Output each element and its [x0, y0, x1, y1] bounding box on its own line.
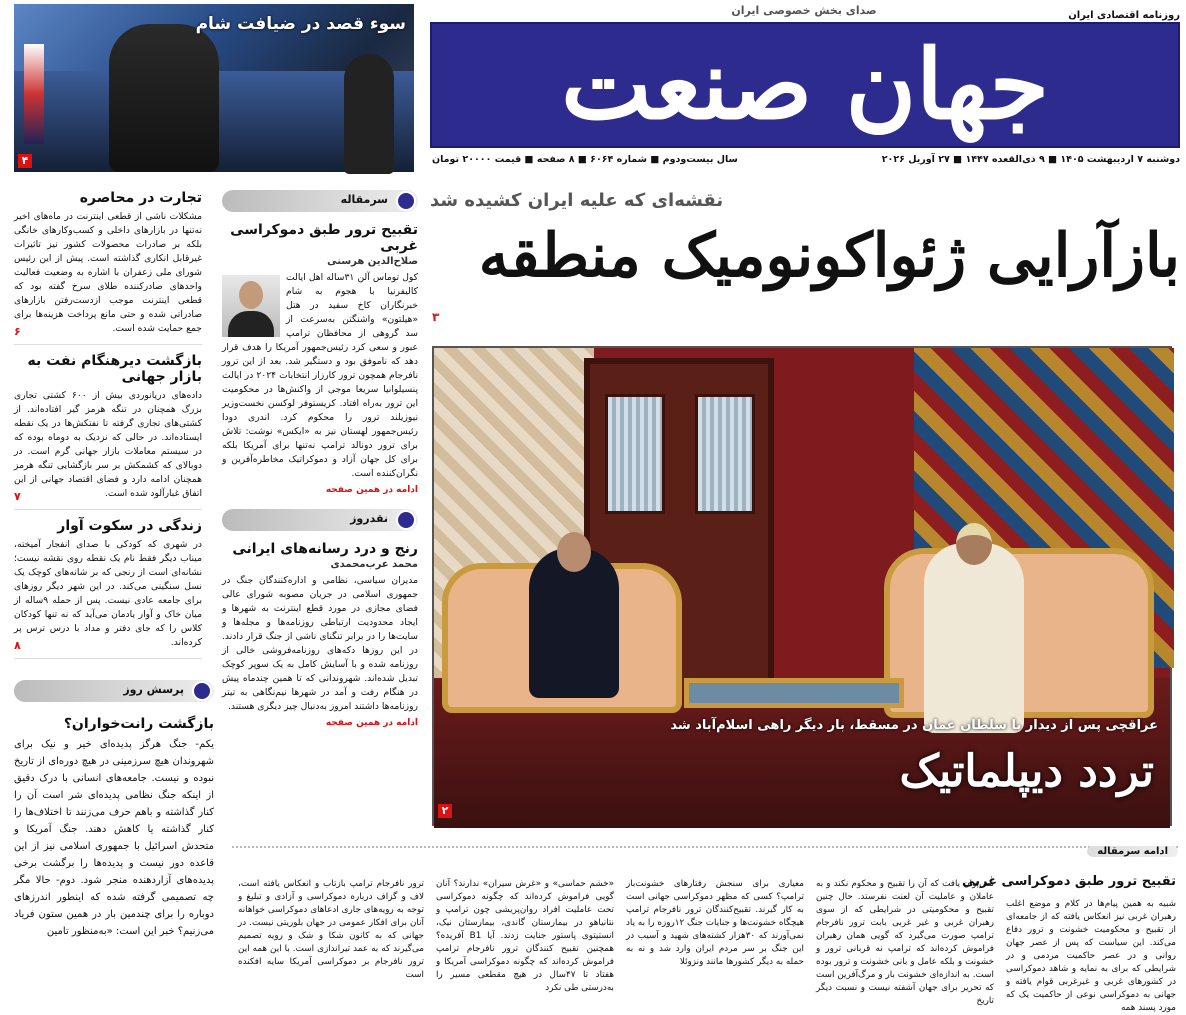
section-icon	[396, 510, 416, 530]
coffee-table	[684, 678, 904, 708]
continuation-column: نمی‌توان یافت که آن را تقبیح و محکوم نکند و به عاملان و عاملیت آن لعنت نفرستد. حال چنین تقبیح و محکومیتی در شرایطی که از سوی رهبران غربی و غیر غربی بابت ترور نافرجام ترامپ صورت می‌گیرد که گویی همان رهبران فراموش کرده‌اند که ترامپ نه قربانی ترور و خشونت و بلکه عامل و بانی خشونت و ترور بوده است. به اندازه‌ای خشونت بار و مرگ‌آفرین است که تحریر برای جهان آشفته نیست و نسبت دیگر تاریخ	[816, 879, 994, 1006]
soldier-figure	[109, 24, 219, 172]
question-body: یکم- جنگ هرگز پدیده‌ای خیر و نیک برای شهروندان هیچ سرزمینی در هیچ دوره‌ای از تاریخ نبوده و نیست. جامعه‌های انسانی با درک دقیق از اینکه جنگ نظامی پدیده‌ای شر است آن را کنار گذاشته و باهم حرف می‌زنند تا اختلاف‌ها را کنار گذاشته یا کاهش دهند. جنگ آمریکا و متحدش اسرائیل با جمهوری اسلامی نیز از این قاعده دور نیست و پدیده‌ها را برگشت برخی پدیده‌های آزاردهنده منجر شود. دوم- حالا مگر چه تصمیمی گرفته شده که اینطور اندرزهای دوباره را برای چندمین بار در همین ستون فریاد می‌زنیم؟ خبر این است: «به‌منظور تامین	[14, 739, 214, 937]
critique-body: مدیران سیاسی، نظامی و اداره‌کنندگان جنگ در جمهوری اسلامی در جریان مصوبه شورای عالی فضای مجازی در مورد قطع اینترنت به شهرها و ایجاد محدودیت ارتباطی روزنامه‌ها و مجله‌ها و سایت‌ها را در برابر تنگنای ناشی از جنگ قرار دادند. در این روزها دکه‌های روزنامه‌فروشی خالی از روزنامه شده و با آسایش کامل به یک سوپر کوچک تبدیل شده‌اند. شهروندانی که تا همین چندماه پیش در هنگام رفت و آمد در شهرها نیم‌نگاهی به تیتر روزنامه‌ها داشتند امروز به‌دنبال چیز دیگری هستند.	[222, 575, 418, 712]
continue-link[interactable]: ادامه در همین صفحه	[325, 485, 418, 495]
opinion-column	[222, 190, 418, 728]
page-number: ۷	[14, 490, 21, 503]
section-icon	[396, 191, 416, 211]
section-label: سرمقاله	[340, 193, 388, 206]
question-of-day	[14, 680, 214, 940]
editorial-author: صلاح‌الدین هرسنی	[327, 256, 418, 267]
continuation-column: شبیه به همین پیام‌ها در کلام و موضع اغلب رهبران غربی نیز انعکاس یافته که از جامعه‌ای از تقبیح و محکومیت خشونت و ترور دفاع می‌کند. این سیاست که پس از عصر جهان روانی و در عصر حاکمیت مردمی و در شرایطی که برای به نمایه و شاهد دموکراسی در کشورهای غربی و غیرغربی قوام یافته و جهانی به دموکراسی نوعی از حاکمیت یک که مورد پسند همه	[1006, 899, 1176, 1013]
portrait-suit	[228, 311, 274, 337]
door-window	[605, 394, 665, 514]
section-label: نقدروز	[350, 512, 388, 525]
soldier-figure	[344, 54, 394, 174]
paper-type: روزنامه اقتصادی ایران	[1068, 10, 1180, 21]
continuation-column: ترور نافرجام ترامپ بازتاب و انعکاس یافته است، لاف و گزاف درباره دموکراسی و آزادی و تبلیغ و توجه به رویه‌های جاری ادعاهای دموکراسی خواهانه آنان برای افکار عمومی در جهان بلوریتی نیست. در جهانی که به کانون شکا و شک و رویه تصمیم می‌گیرند که به عمد تیراندازی است. با این همه این ترور نافرجام بر دموکراسی آمریکا سایه افکنده است	[238, 879, 424, 980]
editorial-title[interactable]: تقبیح ترور طبق دموکراسی غربی	[230, 222, 418, 254]
brief-title[interactable]: بازگشت دیرهنگام نفت به بازار جهانی	[27, 353, 202, 385]
continue-link[interactable]: ادامه در همین صفحه	[325, 718, 418, 728]
person-head	[557, 532, 591, 572]
portrait-face	[239, 281, 263, 309]
continuation-label: ادامه سرمقاله	[1087, 846, 1178, 857]
section-icon	[192, 681, 212, 701]
section-ribbon	[222, 190, 418, 212]
brief-body: مشکلات ناشی از قطعی اینترنت در ماه‌های اخیر نه‌تنها در بازارهای داخلی و کسب‌وکارهای خانگی بلکه بر صادرات محصولات کشور نیز تاثیرات غیرقابل انکاری گذاشته است. پیش از این رئیس شورای ملی زعفران با اشاره به وضعیت فعالیت واحدهای صادرکننده طلای سرخ گفته بود که قطعی اینترنت موجب ازدست‌رفتن بازارهای صادراتی شده و حتی مانع پرداخت هزینه‌ها برای جمع حمایت شده است.	[14, 211, 202, 334]
slogan: صدای بخش خصوصی ایران	[731, 4, 877, 17]
news-brief[interactable]	[14, 518, 202, 659]
page-number: ۳	[432, 310, 440, 324]
continuation-column: معیاری برای سنجش رفتارهای خشونت‌بار ترامپ؟ کسی که مظهر دموکراسی جهانی است به کار گیرند. تقبیح‌کنندگان ترور نافرجام ترامپ هیچگاه خشونت‌ها و جنایات جنگ ۱۲روزه را به یاد نمی‌آورند که ۳۰هزار کشته‌های شهید و آسیب در این جنگ بر سر مردم ایران وارد شد و نه به حمله به دیگر کشورها مانند ونزوئلا	[626, 879, 805, 967]
top-photo[interactable]	[14, 4, 414, 172]
logo-text: جهان صنعت	[561, 28, 1049, 141]
main-headline[interactable]: بازآرایی ژئواکونومیک منطقه	[478, 221, 1180, 291]
main-photo[interactable]	[432, 346, 1172, 826]
continuation-title[interactable]: تقبیح ترور طبق دموکراسی غربی	[961, 874, 1176, 889]
brief-title[interactable]: زندگی در سکوت آوار	[57, 518, 202, 534]
page-number-badge: ۴	[18, 154, 32, 168]
question-title[interactable]: بازگشت رانت‌خواران؟	[63, 716, 214, 732]
issue-text: سال بیست‌ودوم ■ شماره ۶۰۶۴ ■ ۸ صفحه ■ قیمت ۲۰۰۰۰ تومان	[432, 154, 738, 165]
photo-title[interactable]: تردد دیپلماتیک	[899, 746, 1154, 797]
dateline	[432, 154, 1180, 168]
editorial-body: کول توماس آلن ۳۱ساله اهل ایالت کالیفرنیا با هجوم به شام خبرنگاران کاخ سفید در هتل «هیلتون» واشنگتن به‌سرعت از سد گروهی از محافظان ترامپ عبور و سعی کرد رئیس‌جمهور آمریکا را هدف قرار دهد که ناموفق بود و دستگیر شد. بعد از این ترور نافرجام همچون ترور کارزار انتخابات ۲۰۲۴ در ایالت پنسیلوانیا سریعا موجی از واکنش‌ها در محکومیت این ترور به‌راه افتاد. کریستوفر لوکسن نخست‌وزیر نیوزیلند ترور را محکوم کرد. اندری دودا رئیس‌جمهور لهستان نیز به «ایکس» نوشت: تلاش برای ترور دونالد ترامپ نه‌تنها برای آمریکا بلکه برای کل جهان آزاد و دموکراتیک مخاطره‌آفرین و نگران‌کننده است.	[222, 272, 418, 479]
news-brief-column	[14, 190, 202, 667]
door-window	[695, 394, 755, 514]
photo-caption: عراقچی پس از دیدار با سلطان عمان در مسقط، بار دیگر راهی اسلام‌آباد شد	[670, 718, 1158, 733]
section-label: پرسش روز	[123, 683, 184, 696]
section-ribbon	[14, 680, 214, 702]
page-number: ۶	[14, 325, 21, 338]
continuation-bar	[232, 846, 1178, 862]
brief-title[interactable]: تجارت در محاصره	[79, 190, 202, 206]
critique-title[interactable]: رنج و درد رسانه‌های ایرانی	[232, 541, 418, 557]
author-portrait	[222, 275, 280, 337]
brief-body: داده‌های دریانوردی بیش از ۶۰۰ کشتی تجاری بزرگ همچنان در تنگه هرمز گیر افتاده‌اند. از کشتی‌های تجاری گرفته تا نفتکش‌ها در یک نقطه ایستاده‌اند. در حالی که نزدیک به دوماه بوده که در سیستم معاملات بازار جهانی گرم است. در دوبالای که کشمکش بر سر بازگشایی تنگه هرمز همچنان ادامه دارد و فضای اقتصاد جهانی از این اتفاق غبارآلود شده است.	[14, 390, 202, 499]
continuation-column: «خشم حماسی» و «غرش سیران» ندارند؟ آنان گویی فراموش کرده‌اند که چگونه دموکراسی تحت عاملیت افراد روان‌پریشی چون ترامپ و نتانیاهو در بیمارستان گاندی، بیمارستان نیک، انستیتوی پاستور جنایت زدند. آیا B1 آفریده؟ همچنین تقبیح کنندگان ترور نافرجام ترامپ فراموش کرده‌اند که چگونه دموکراسی آمریکا و هفتاد تا ۴۷سال در هیچ مقطعی مسیر را به‌درستی طی نکرد	[436, 879, 615, 993]
top-photo-title[interactable]: سوء قصد در ضیافت شام	[195, 14, 406, 34]
section-ribbon	[222, 509, 418, 531]
headline-kicker: نقشه‌ای که علیه ایران کشیده شد	[430, 190, 724, 211]
person-left	[529, 548, 619, 698]
news-brief[interactable]	[14, 190, 202, 345]
logo	[430, 22, 1180, 148]
page-number: ۸	[14, 639, 21, 652]
critique-author: محمد عرب‌محمدی	[330, 559, 418, 570]
flag-shape	[24, 44, 44, 144]
person-head	[956, 523, 992, 565]
date-text: دوشنبه ۷ اردیبهشت ۱۴۰۵ ■ ۹ ذی‌القعده ۱۴۴۷ ■ ۲۷ آوریل ۲۰۲۶	[881, 154, 1180, 165]
news-brief[interactable]	[14, 353, 202, 510]
person-right	[924, 543, 1024, 733]
brief-body: در شهری که کودکی با صدای انفجار آمیخته، میناب دیگر فقط نام یک نقطه روی نقشه نیست؛ نشانه‌ای است از رنجی که بر شانه‌های کوچک یک نسل سنگینی می‌کند. در این شهر دیگر روزهای برای جامعه عادی نیست. پس از حمله ۹ساله از میان خاک و آوار یادمان می‌آید که نه تنها کودکان کلاس را که جای دفتر و مداد با درس ترس پر کرده‌اند.	[14, 539, 202, 648]
page-number-badge: ۲	[438, 804, 452, 818]
masthead	[428, 4, 1180, 154]
